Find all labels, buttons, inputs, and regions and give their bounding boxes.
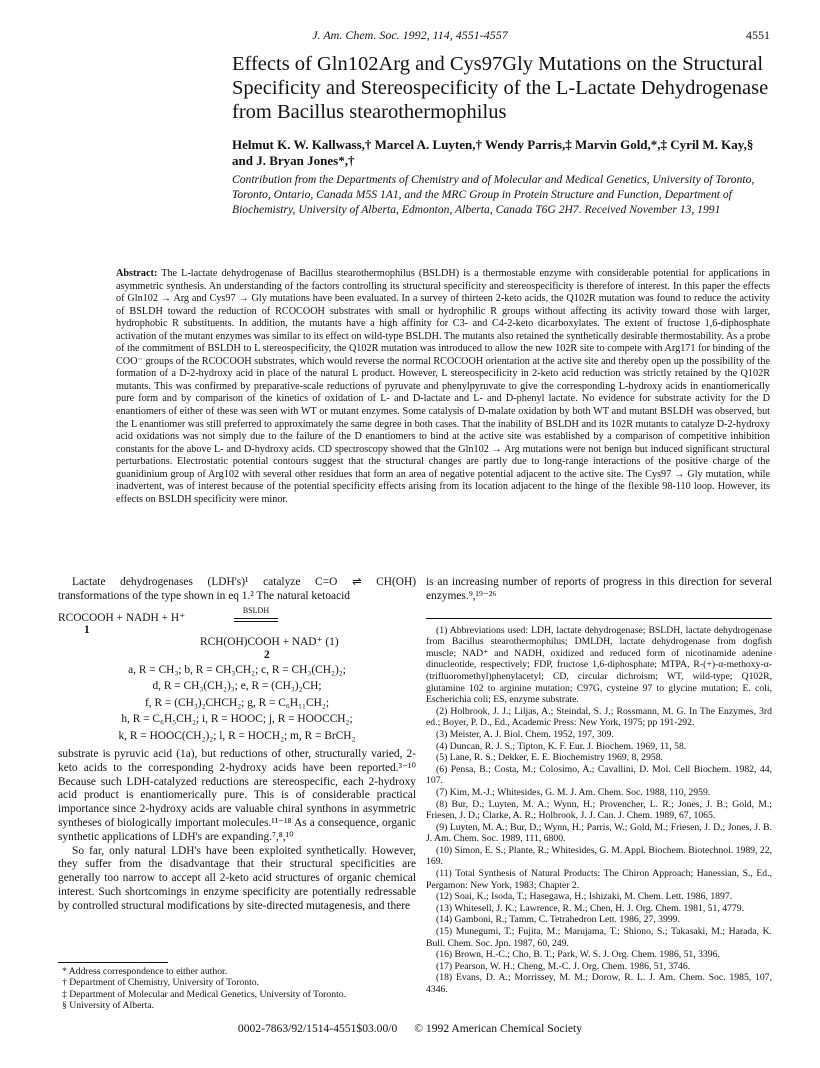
- left-column: [58, 576, 416, 914]
- reference-list: [426, 625, 772, 996]
- reference-item: (2) Holbrook, J. J.; Liljas, A.; Steindal, S. J.; Rossmann, M. G. In The Enzymes, 3rd ed.; Boyer, P. D., Ed., Academic Press: New York, 1975; pp 191-292.: [426, 705, 772, 729]
- reference-item: (7) Kim, M.-J.; Whitesides, G. M. J. Am. Chem. Soc. 1988, 110, 2959.: [436, 786, 711, 798]
- substituent-line: a, R = CH₃; b, R = CH₃CH₂; c, R = CH₃(CH₂)₂;: [128, 663, 346, 676]
- body-paragraph-right: is an increasing number of reports of progress in this direction for several enzymes.⁹,¹⁹⁻²⁶: [426, 576, 772, 602]
- footnote-item: § University of Alberta.: [62, 1000, 155, 1012]
- author-footnotes: [58, 962, 416, 1012]
- body-paragraph-3: So far, only natural LDH's have been exploited synthetically. However, they suffer from the disadvantage that their structural specificities are generally too narrow to accept all 2-keto acid structures of organic chemical interest. Such shortcomings in enzyme specificity are potentially redressable by controlled structural modifications by site-directed mutagenesis, and there: [58, 844, 416, 912]
- equation-1: [58, 605, 416, 661]
- reference-item: (6) Pensa, B.; Costa, M.; Colosimo, A.; Cavallini, D. Mol. Cell Biochem. 1982, 44, 107.: [426, 763, 772, 787]
- author-list: Helmut K. W. Kallwass,† Marcel A. Luyten,† Wendy Parris,‡ Marvin Gold,*,‡ Cyril M. Kay,§ and J. Bryan Jones*,†: [232, 137, 754, 168]
- reference-item: (9) Luyten, M. A.; Bur, D.; Wynn, H.; Parris, W.; Gold, M.; Friesen, J. D.; Jones, J. B. J. Am. Chem. Soc. 1989, 111, 6800.: [426, 821, 772, 845]
- substituent-line: k, R = HOOC(CH₂)₂; l, R = HOCH₂; m, R = BrCH₂: [118, 729, 356, 742]
- reference-item: (4) Duncan, R. J. S.; Tipton, K. F. Eur. J. Biochem. 1969, 11, 58.: [436, 740, 687, 752]
- reference-item: (3) Meister, A. J. Biol. Chem. 1952, 197, 309.: [436, 728, 614, 740]
- reference-item: (16) Brown, H.-C.; Cho, B. T.; Park, W. S. J. Org. Chem. 1986, 51, 3396.: [436, 949, 720, 961]
- reference-item: (12) Soai, K.; Isoda, T.; Hasegawa, H.; Ishizaki, M. Chem. Lett. 1986, 1897.: [436, 891, 733, 903]
- compound-number-2: 2: [264, 648, 270, 661]
- compound-number-1: 1: [84, 623, 90, 636]
- substituent-list: [58, 662, 416, 745]
- affiliation: Contribution from the Departments of Chemistry and of Molecular and Medical Genetics, University of Toronto, Toronto, Ontario, Canada M5S 1A1, and the MRC Group in Protein Structure and Function, Department of Biochemistry, University of Alberta, Edmonton, Alberta, Canada T6G 2H7. Received November 13, 1991: [232, 173, 755, 216]
- reference-item: (5) Lane, R. S.; Dekker, E. E. Biochemistry 1969, 8, 2958.: [436, 752, 663, 764]
- page-number: 4551: [746, 28, 770, 42]
- equilibrium-arrow: [234, 604, 278, 623]
- article-code: 0002-7863/92/1514-4551$03.00/0: [237, 1022, 398, 1035]
- copyright-notice: © 1992 American Chemical Society: [414, 1022, 583, 1035]
- reference-item: (8) Bur, D.; Luyten, M. A.; Wynn, H.; Provencher, L. R.; Jones, J. B.; Gold, M.; Friesen, J. D.; Clarke, A. R.; Holbrook, J. J. Can. J. Chem. 1989, 67, 1065.: [426, 798, 772, 822]
- reference-item: (13) Whitesell, J. K.; Lawrence, R. M.; Chen, H. J. Org. Chem. 1981, 51, 4779.: [436, 902, 744, 914]
- equation-lhs: RCOCOOH + NADH + H⁺: [58, 611, 186, 624]
- body-paragraph-1: Lactate dehydrogenases (LDH's)¹ catalyze C=O ⇌ CH(OH) transformations of the type shown in eq 1.² The natural ketoacid: [58, 576, 416, 602]
- reference-item: (1) Abbreviations used: LDH, lactate dehydrogenase; BSLDH, lactate dehydrogenase from Bacillus stearothermophilus; DMLDH, lactate dehydrogenase from dogfish muscle; NAD⁺ and NADH, oxidized and reduced form of nicotinamide adenine dinucleotide, respectively; FDP, fructose 1,6-diphosphate; MTPA, R-(+)-α-methoxy-α-(trifluoromethyl)phenylacetyl; CD, circular dichroism; WT, wild-type; Q102R, glutamine 102 to arginine mutation; C97G, cysteine 97 to glycine mutation; E. coli, Escherichia coli; ES, enzyme substrate.: [426, 624, 772, 706]
- journal-citation: J. Am. Chem. Soc. 1992, 114, 4551-4557: [312, 28, 508, 42]
- reference-item: (17) Pearson, W. H.; Cheng, M.-C. J. Org. Chem. 1986, 51, 3746.: [436, 960, 691, 972]
- running-head: [0, 28, 820, 44]
- page-footer: [0, 1022, 820, 1035]
- footnote-item: ‡ Department of Molecular and Medical Genetics, University of Toronto.: [62, 988, 347, 1000]
- substituent-line: f, R = (CH₃)₂CHCH₂; g, R = C₆H₁₁CH₂;: [145, 696, 329, 709]
- reference-item: (14) Gamboni, R.; Tamm, C. Tetrahedron Lett. 1986, 27, 3999.: [436, 914, 680, 926]
- reference-item: (18) Evans, D. A.; Morrissey, M. M.; Dorow, R. L. J. Am. Chem. Soc. 1985, 107, 4346.: [426, 972, 772, 995]
- references-divider: [426, 618, 772, 619]
- right-column: [426, 576, 772, 996]
- footnote-divider: [58, 962, 168, 963]
- substituent-line: d, R = CH₃(CH₂)₃; e, R = (CH₃)₂CH;: [152, 680, 322, 693]
- abstract: [116, 268, 770, 506]
- abstract-text: The L-lactate dehydrogenase of Bacillus stearothermophilus (BSLDH) is a thermostable enzyme with considerable potential for applications in asymmetric synthesis. An understanding of the factors controlling its structural specificity and stereospecificity is therefore of interest. In this paper the effects of Gln102 → Arg and Cys97 → Gly mutations have been evaluated. In a survey of thirteen 2-keto acids, the Q102R mutation was found to reduce the activity of BSLDH toward the reduction of RCOCOOH substrates with small or hydrophilic R groups without affecting its activity toward those with larger, hydrophobic R substituents. In addition, the mutants have a high affinity for C3- and C4-2-keto dicarboxylates. The extent of fructose 1,6-diphosphate activation of the mutant enzymes was similar to its effect on wild-type BSLDH. The mutants also retained the synthetically desirable thermostability. As a probe of the commitment of BSLDH to L stereospecificity, the Q102R mutation was introduced to allow the new 102R site to compete with Arg171 for binding of the COO⁻ groups of the RCOCOOH substrates, which would reverse the normal RCOCOOH orientation at the active site and thereby open up the possibility of the formation of a D-2-hydroxy acid in place of the natural L product. However, L stereospecificity in 2-keto acid reduction was strictly retained by the Q102R mutants. This was confirmed by preparative-scale reductions of pyruvate and phenylpyruvate to give the corresponding L-hydroxy acids in enantiomerically pure form and by comparison of the kinetics of oxidation of L- and D-lactate and L- and D-phenyl lactate. No evidence for substrate activity for the D enantiomers of either of these was seen with WT or mutant enzymes. Some catalysis of D-malate oxidation by both WT and mutant BSLDH was observed, but the L enantiomer was still preferred to approximately the same degree in both cases. That the inability of BSLDH and its 102R mutants to catalyze D-2-hydroxy acid oxidations was not simply due to the failure of the D enantiomers to bind at the active site was established by a comparison of competitive inhibition constants for the above L- and D-hydroxy acids. CD spectroscopy showed that the Gln102 → Arg mutations were not benign but induced significant structural perturbations. Electrostatic potential contours suggest that the structural changes are partly due to long-range interactions of the positive charge of the guanidinium group of Arg102 with several other residues that form an area of negative potential adjacent to the active site. The Cys97 → Gly mutation, while inadvertent, was of interest because of the potential specificity effects arising from its location adjacent to the hinge of the flexible 98-110 loop. However, its effects on BSLDH specificity were minor.: [116, 268, 770, 505]
- abstract-label: Abstract:: [116, 268, 158, 279]
- reference-item: (15) Munegumi, T.; Fujita, M.; Marujama, T.; Shiono, S.; Takasaki, M.; Harada, K. Bull. Chem. Soc. Jpn. 1987, 60, 249.: [426, 926, 772, 949]
- article-title: Effects of Gln102Arg and Cys97Gly Mutations on the Structural Specificity and Stereospecificity of the L-Lactate Dehydrogenase from Bacillus stearothermophilus: [232, 53, 769, 123]
- reference-item: (11) Total Synthesis of Natural Products: The Chiron Approach; Hanessian, S., Ed., Pergamon: New York, 1983; Chapter 2.: [426, 868, 772, 891]
- footnote-item: * Address correspondence to either author.: [62, 966, 228, 977]
- body-paragraph-2: substrate is pyruvic acid (1a), but reductions of other, structurally varied, 2-keto acids to the corresponding 2-hydroxy acids have been reported.³⁻¹⁰ Because such LDH-catalyzed reductions are stereospecific, each 2-hydroxy acid product is enantiomerically pure. This is of considerable practical importance since 2-hydroxy acids are valuable chiral synthons in asymmetric syntheses of biologically important molecules.¹¹⁻¹⁸ As a consequence, organic synthetic applications of LDH's are expanding.⁷,⁸,¹⁰: [58, 748, 416, 843]
- arrow-label: BSLDH: [242, 605, 270, 615]
- substituent-line: h, R = C₆H₅CH₂; i, R = HOOC; j, R = HOOCCH₂;: [121, 713, 353, 726]
- equation-rhs: RCH(OH)COOH + NAD⁺ (1): [200, 635, 339, 648]
- reference-item: (10) Simon, E. S.; Plante, R.; Whitesides, G. M. Appl. Biochem. Biotechnol. 1989, 22, 169.: [426, 844, 772, 868]
- footnote-item: † Department of Chemistry, University of Toronto.: [62, 977, 260, 989]
